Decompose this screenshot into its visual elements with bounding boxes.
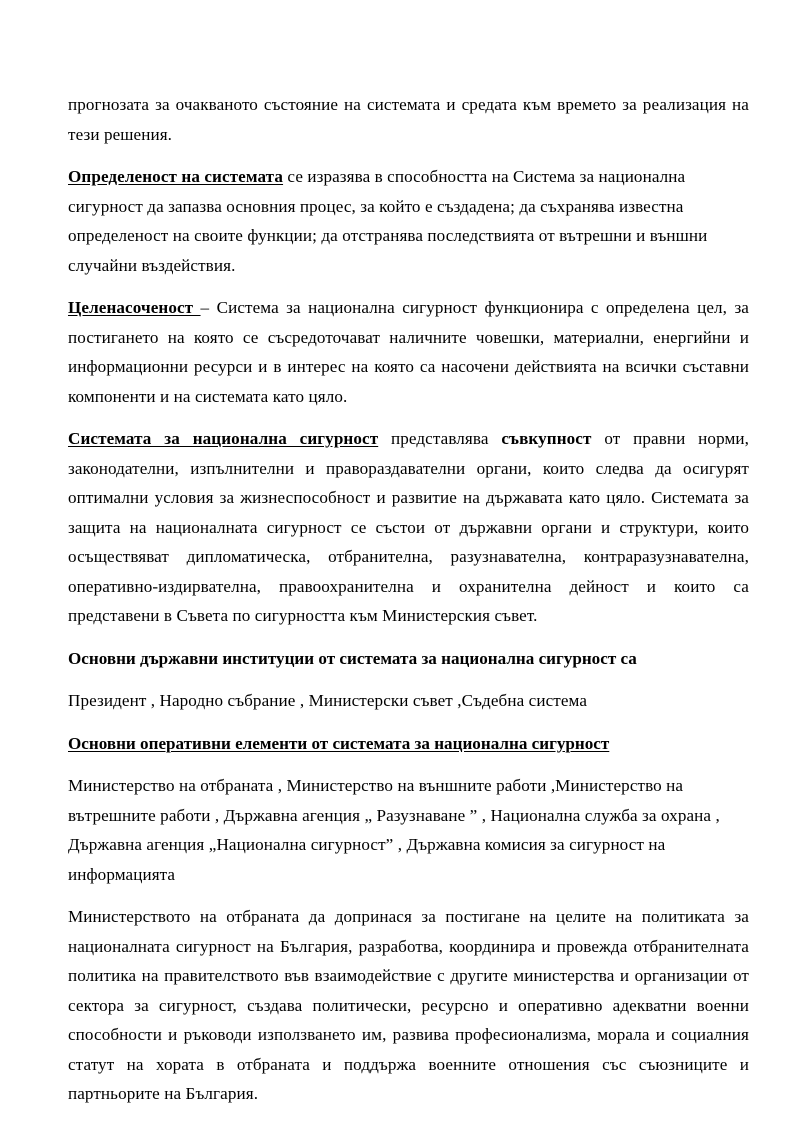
paragraph-opredelenost <box>68 162 749 280</box>
list-state-institutions: Президент , Народно събрание , Министерски съвет ,Съдебна система <box>68 691 588 710</box>
paragraph-opredelenost-text: се изразява в способността на Система за национална сигурност да запазва основния процес, за който е създадена; да съхранява известна определеност на своите функции; да отстранява последствията от вътрешни и външни случайни въздействия. <box>68 167 708 275</box>
heading-operative-elements-text: Основни оперативни елементи от системата за национална сигурност <box>68 733 610 753</box>
emphasis-suvkupnost: съвкупност <box>501 429 592 448</box>
term-sistemata-za-nacionalna-sigurnost: Системата за национална сигурност <box>68 429 379 448</box>
paragraph-sistemata <box>68 424 749 631</box>
term-opredelenost: Определеност на системата <box>68 167 284 186</box>
paragraph-celenasochenost-text: – Система за национална сигурност функционира с определена цел, за постигането на която се съсредоточават наличните човешки, материални, енергийни и информационни ресурси и в интерес на която са насочени действията на всички съставни компоненти и на системата като цяло. <box>68 298 749 406</box>
paragraph-sistemata-text-after: от правни норми, законодателни, изпълнителни и правораздавателни органи, които следва да осигурят оптимални условия за жизнеспособност и развитие на държавата като цяло. Системата за защита на националната сигурност се състои от държавни органи и структури, които осъществяват дипломатическа, отбранителна, разузнавателна, контраразузнавателна, оперативно-издирвателна, правоохранителна и охранителна дейност и които са представени в Съвета по сигурността към Министерския съвет. <box>68 429 749 625</box>
heading-operative-elements <box>68 729 749 759</box>
list-operative-elements: Министерство на отбраната , Министерство на външните работи ,Министерство на вътрешните работи , Държавна агенция „ Разузнаване ” , Национална служба за охрана , Държавна агенция „Национална сигурност” , Държавна комисия за сигурност на информацията <box>68 776 720 884</box>
heading-state-institutions: Основни държавни институции от системата за национална сигурност са <box>68 648 637 668</box>
term-celenasochenost: Целенасоченост <box>68 298 201 317</box>
paragraph-celenasochenost <box>68 293 749 411</box>
paragraph-ministerstvoto: Министерството на отбраната да допринася за постигане на целите на политиката за националната сигурност на България, разработва, координира и провежда отбранителната политика на правителството във взаимодействие с другите министерства и организации от сектора за сигурност, създава политически, ресурсно и оперативно адекватни военни способности и ръководи използването им, развива професионализма, морала и социалния статут на хората в отбраната и поддържа военните отношения със съюзниците и партньорите на България. <box>68 907 749 1103</box>
paragraph-continuation: прогнозата за очакваното състояние на системата и средата към времето за реализация на тези решения. <box>68 95 749 144</box>
document-body <box>68 90 749 1109</box>
paragraph-sistemata-text-before: представлява <box>378 429 502 448</box>
